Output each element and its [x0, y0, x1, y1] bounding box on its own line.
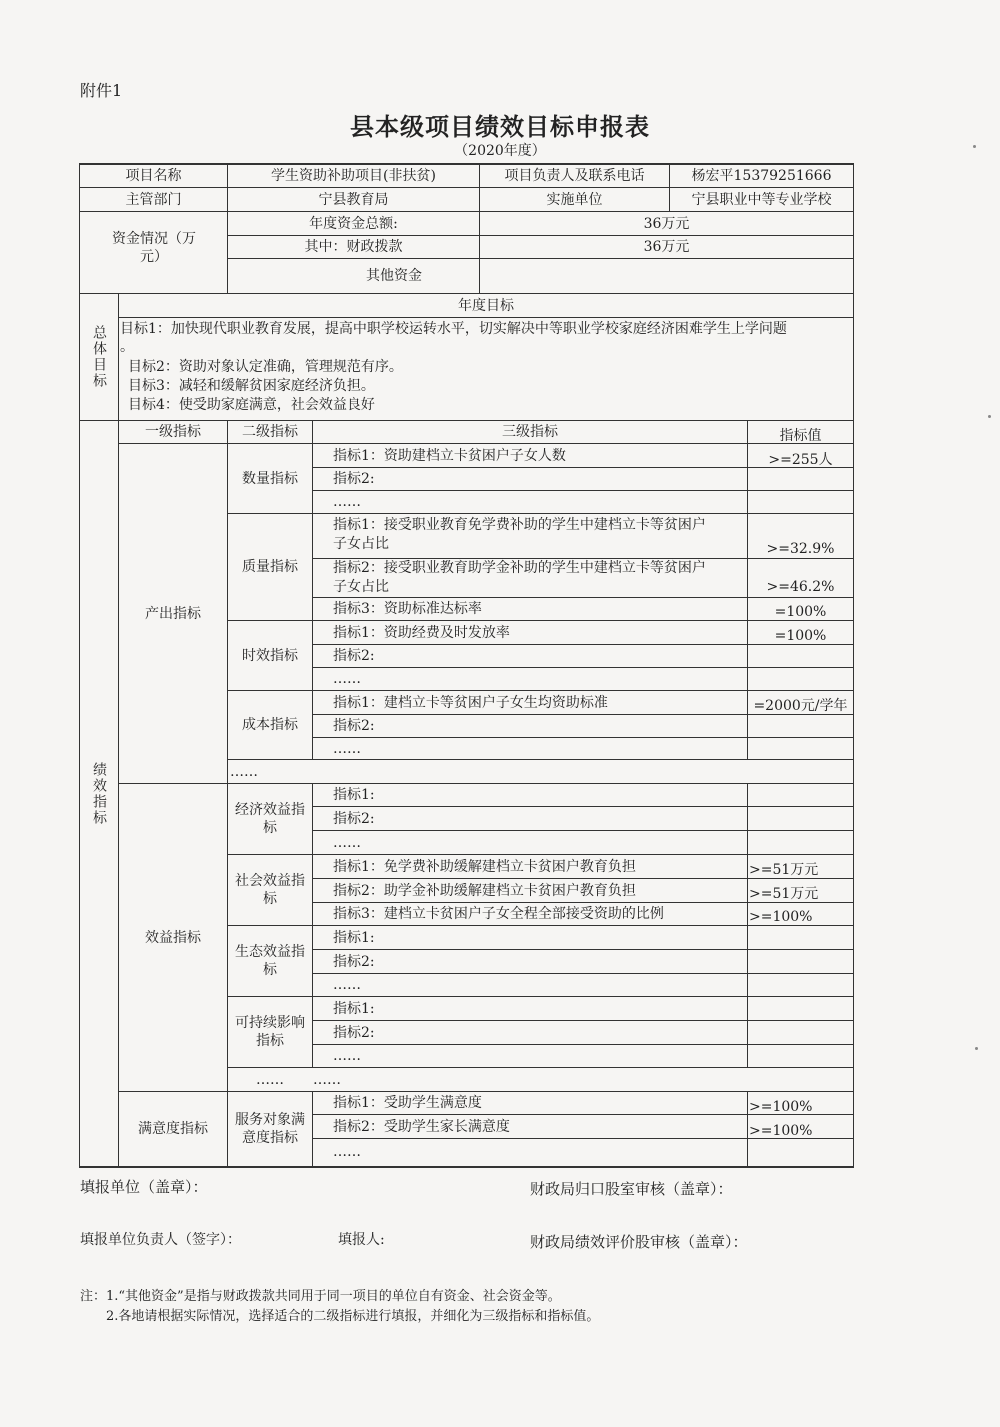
l1-satisfaction: 满意度指标	[138, 1121, 208, 1137]
col-value: 指标值	[779, 428, 822, 444]
satisfaction-1: 指标1：受助学生满意度	[333, 1095, 482, 1111]
impl-label: 实施单位	[546, 191, 603, 208]
funds-total-label: 年度资金总额:	[309, 215, 398, 232]
social-3-value: >=100%	[749, 909, 813, 925]
contact-label: 项目负责人及联系电话	[504, 168, 645, 184]
dept-label: 主管部门	[125, 191, 182, 208]
l2-quality: 质量指标	[242, 559, 298, 575]
goals-header: 年度目标	[458, 297, 514, 314]
col-level2: 二级指标	[242, 424, 298, 440]
goal-2: 目标2：资助对象认定准确，管理规范有序。	[128, 359, 403, 375]
dept-value: 宁县教育局	[318, 191, 389, 208]
goal-1-cont: 。	[120, 339, 134, 355]
sustain-1: 指标1:	[333, 1000, 375, 1017]
social-2: 指标2：助学金补助缓解建档立卡贫困户教育负担	[333, 882, 636, 899]
quantity-1: 指标1：资助建档立卡贫困户子女人数	[333, 447, 566, 464]
satisfaction-2-value: >=100%	[749, 1123, 813, 1139]
quantity-1-value: >=255人	[768, 451, 833, 468]
sustain-more: ……	[333, 1048, 361, 1064]
quality-2-value: >=46.2%	[766, 579, 835, 595]
goal-3: 目标3：减轻和缓解贫困家庭经济负担。	[128, 378, 375, 394]
note-1: 注：1.“其他资金”是指与财政拨款共同用于同一项目的单位自有资金、社会资金等。	[80, 1289, 561, 1304]
l2-quantity: 数量指标	[242, 470, 298, 487]
col-level3: 三级指标	[502, 424, 558, 440]
unit-head-label: 填报单位负责人（签字）：	[80, 1232, 241, 1248]
l2-service: 服务对象满意度指标	[235, 1112, 305, 1146]
eco-1: 指标1:	[333, 929, 375, 946]
cost-1-value: =2000元/学年	[753, 698, 848, 714]
page-title: 县本级项目绩效目标申报表	[350, 112, 650, 141]
quality-1-value: >=32.9%	[766, 541, 835, 557]
scan-speck	[973, 145, 976, 148]
scan-speck	[975, 1047, 978, 1050]
benefit-row-more: ……	[313, 1071, 341, 1088]
l2-sustain: 可持续影响指标	[235, 1015, 305, 1049]
funds-fiscal-label: 其中：财政拨款	[304, 239, 403, 255]
project-name: 学生资助补助项目(非扶贫)	[271, 168, 436, 184]
funds-other-value	[480, 259, 853, 293]
l2-econ: 经济效益指标	[235, 802, 305, 836]
econ-1: 指标1:	[333, 787, 375, 803]
l1-benefit: 效益指标	[145, 929, 201, 946]
time-more: ……	[333, 671, 361, 687]
satisfaction-1-value: >=100%	[749, 1099, 813, 1115]
time-1-value: =100%	[774, 628, 827, 644]
l2-benefit-more: ……	[256, 1071, 284, 1088]
time-1: 指标1：资助经费及时发放率	[333, 624, 510, 641]
funds-fiscal-value: 36万元	[643, 239, 690, 255]
social-3: 指标3：建档立卡贫困户子女全程全部接受资助的比例	[333, 906, 664, 922]
page-subtitle: （2020年度）	[454, 143, 546, 159]
cost-2: 指标2:	[333, 718, 375, 734]
metrics-side-label: 绩效指标	[91, 761, 107, 826]
l2-output-more: ……	[230, 763, 258, 780]
sustain-2: 指标2:	[333, 1024, 375, 1041]
quality-2: 指标2：接受职业教育助学金补助的学生中建档立卡等贫困户	[333, 560, 706, 576]
goals-side-label: 总体目标	[91, 325, 107, 389]
performance-table	[79, 163, 854, 1168]
l2-time: 时效指标	[242, 647, 298, 664]
satisfaction-2: 指标2：受助学生家长满意度	[333, 1118, 510, 1135]
l1-output: 产出指标	[145, 605, 201, 622]
social-1: 指标1：免学费补助缓解建档立卡贫困户教育负担	[333, 858, 636, 875]
time-2: 指标2:	[333, 648, 375, 664]
l2-cost: 成本指标	[242, 717, 298, 733]
quality-3-value: =100%	[774, 604, 827, 620]
satisfaction-more: ……	[333, 1144, 361, 1160]
l2-eco: 生态效益指标	[235, 944, 305, 978]
col-level1: 一级指标	[145, 424, 201, 440]
econ-2: 指标2:	[333, 810, 375, 827]
project-name-label: 项目名称	[125, 168, 182, 184]
quantity-more: ……	[333, 494, 361, 510]
quantity-2: 指标2:	[333, 471, 375, 487]
attachment-label: 附件1	[80, 81, 123, 100]
social-2-value: >=51万元	[749, 886, 819, 902]
note-2: 2.各地请根据实际情况，选择适合的二级指标进行填报，并细化为三级指标和指标值。	[106, 1309, 600, 1324]
goal-4: 目标4：使受助家庭满意，社会效益良好	[128, 397, 375, 413]
contact-value: 杨宏平15379251666	[691, 168, 832, 184]
funds-other-label: 其他资金	[366, 268, 422, 284]
cost-1: 指标1：建档立卡等贫困户子女生均资助标准	[333, 694, 608, 711]
filler-label: 填报人:	[338, 1232, 385, 1248]
scan-speck	[988, 415, 991, 418]
eco-2: 指标2:	[333, 953, 375, 970]
quality-1: 指标1：接受职业教育免学费补助的学生中建档立卡等贫困户	[333, 517, 706, 533]
impl-value: 宁县职业中等专业学校	[691, 191, 832, 208]
quality-3: 指标3：资助标准达标率	[333, 601, 482, 617]
l2-social: 社会效益指标	[235, 873, 305, 907]
fill-unit-label: 填报单位（盖章）：	[80, 1178, 208, 1196]
quality-2-cont: 子女占比	[333, 579, 389, 595]
perf-review-label: 财政局绩效评价股审核（盖章）：	[530, 1233, 748, 1251]
social-1-value: >=51万元	[749, 862, 819, 878]
funds-label: 资金情况（万元）	[112, 231, 196, 265]
econ-more: ……	[333, 834, 361, 851]
cost-more: ……	[333, 740, 361, 757]
goal-1: 目标1：加快现代职业教育发展，提高中职学校运转水平，切实解决中等职业学校家庭经济困难学生上学问题	[120, 321, 787, 337]
finance-review-label: 财政局归口股室审核（盖章）：	[530, 1180, 733, 1198]
eco-more: ……	[333, 977, 361, 993]
quality-1-cont: 子女占比	[333, 536, 389, 552]
funds-total-value: 36万元	[643, 215, 690, 232]
